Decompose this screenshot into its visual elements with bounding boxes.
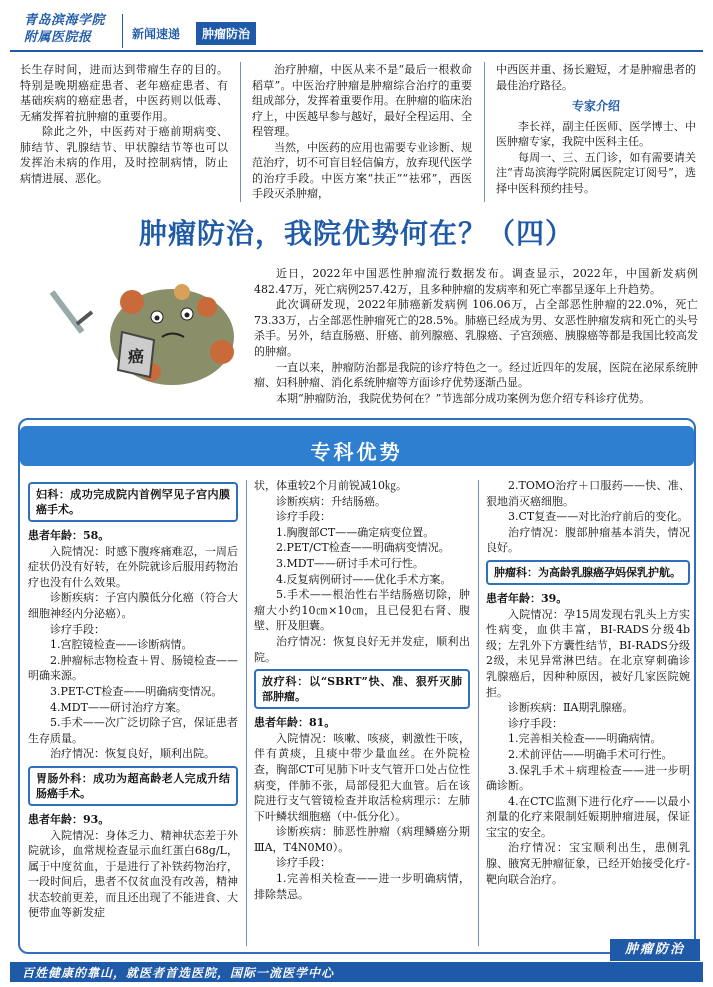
- column-divider: [240, 62, 241, 202]
- top-column-1: [20, 62, 228, 186]
- paragraph: 治疗肿瘤，中医从来不是“最后一根救命稻草”。中医治疗肿瘤是肿瘤综合治疗的重要组成部分，发挥着重要作用。在肿瘤的临床治疗上，中医越早参与越好，最好全程运用、全程管理。: [252, 63, 472, 138]
- masthead-rule: [10, 50, 703, 52]
- case-line: 状，体重较2个月前锐减10㎏。: [254, 479, 407, 492]
- virus-spot: [197, 297, 217, 317]
- case-line: 1.完善相关检查——进一步明确病情，排除禁忌。: [254, 872, 470, 901]
- panel-column-2: [254, 478, 470, 902]
- case-line: 3.CT复查——对比治疗前后的变化。: [508, 510, 689, 524]
- shield-text: 癌: [127, 347, 145, 366]
- case-line: 4.在CTC监测下进行化疗——以最小剂量的化疗来限制妊娠期肿瘤进展，保证宝宝的安全。: [486, 794, 690, 839]
- case-line: 5.手术——次广泛切除子宫，保证患者生存质量。: [28, 716, 238, 745]
- case-line: 诊疗手段：: [276, 510, 331, 524]
- panel-title: 专科优势: [310, 440, 403, 464]
- virus-pupil: [185, 313, 190, 318]
- top-column-3: [496, 62, 696, 196]
- expert-heading: 专家介绍: [571, 99, 620, 113]
- case-line: 诊断疾病：肺恶性肿瘤（病理鳞癌分期ⅢA，T4N0M0）。: [254, 825, 470, 854]
- case-line: 患者年龄：93。: [28, 812, 110, 826]
- paragraph: 近日，2022年中国恶性肿瘤流行数据发布。调查显示，2022年，中国新发病例482.47万，死亡病例257.42万，且多种肿瘤的发病率和死亡率都呈逐年上升趋势。: [254, 267, 698, 296]
- expert-bio: 每周一、三、五门诊，如有需要请关注“青岛滨海学院附属医院定订阅号”，选择中医科预约挂号。: [496, 150, 696, 195]
- case-line: 1.宫腔镜检查——诊断病情。: [50, 638, 193, 652]
- masthead-divider: [122, 14, 123, 48]
- case-line: 诊断疾病：子宫内膜低分化癌（符合大细胞神经内分泌癌）。: [28, 591, 238, 620]
- case-line: 诊断疾病：升结肠癌。: [276, 494, 386, 508]
- paragraph: 中西医并重、扬长避短，才是肿瘤患者的最佳治疗路径。: [496, 63, 696, 92]
- case-line: 患者年龄：81。: [254, 716, 336, 730]
- headline: 肿瘤防治，我院优势何在？（四）: [138, 217, 574, 250]
- panel-column-1: [28, 478, 238, 921]
- expert-bio: 李长祥，副主任医师、医学博士、中医肿瘤专家，我院中医科主任。: [496, 119, 696, 148]
- case-line: 入院情况：身体乏力、精神状态差于外院就诊，血常规检查显示血红蛋白68g/L，属于中度贫血，于是进行了补铁药物治疗，一段时间后，患者不仅贫血没有改善，精神状态较前更差，而且还出现了不能进食、大便带血等新发症: [28, 828, 238, 920]
- case-line: 2.肿瘤标志物检查＋胃、肠镜检查——明确来源。: [28, 653, 238, 683]
- paragraph: 当然，中医药的应用也需要专业诊断、规范治疗，切不可盲目轻信偏方，放弃现代医学的治疗手段。中医方案“扶正”“祛邪”，西医手段灭杀肿瘤，: [252, 140, 472, 200]
- case-line: 患者年龄：39。: [486, 591, 568, 605]
- case-title-box: 肿瘤科：为高龄乳腺癌孕妈保乳护航。: [486, 560, 690, 585]
- case-line: 入院情况：时感下腹疼痛难忍，一周后症状仍没有好转，在外院就诊后服用药物治疗也没有什么效果。: [28, 544, 238, 589]
- column-name: 新闻速递: [132, 27, 181, 41]
- case-line: 3.保乳手术＋病理检查——进一步明确诊断。: [486, 763, 690, 793]
- case-title-box: 胃肠外科：成功为超高龄老人完成升结肠癌手术。: [28, 766, 238, 806]
- case-title-box: 放疗科：以“SBRT”快、准、狠歼灭肺部肿瘤。: [254, 669, 470, 709]
- case-line: 诊疗手段：: [50, 622, 105, 636]
- sword-guard: [77, 312, 92, 324]
- footer-section-tag: 肿瘤防治: [610, 939, 700, 961]
- newspaper-name-line2: 附属医院报: [24, 30, 92, 45]
- case-line: 入院情况：孕15周发现右乳头上方实性病变，血供丰富，BI-RADS分级4b级；左乳外下方囊性结节，BI-RADS分级 2级，未见异常淋巴结。在北京穿刺确诊乳腺癌后，因种种原因，被好几家医院婉拒。: [486, 607, 690, 699]
- virus-spot: [210, 340, 234, 364]
- sword: [52, 292, 82, 332]
- newspaper-name-line1: 青岛滨海学院: [24, 13, 106, 28]
- virus-spot: [174, 284, 190, 300]
- virus-spot: [120, 290, 144, 314]
- case-title-box: 妇科：成功完成院内首例罕见子宫内膜癌手术。: [28, 482, 238, 522]
- column-divider: [478, 480, 479, 946]
- case-line: 3.MDT——研讨手术可行性。: [276, 556, 424, 570]
- case-line: 入院情况：咳嗽、咳痰，刺激性干咳，伴有黄痰，且痰中带少量血丝。在外院检查，胸部CT可见肺下叶支气管开口处占位性病变，伴肺不张，局部侵犯大血管。后在该院进行支气管镜检查并取活检病理示：左肺下叶鳞状细胞癌（中-低分化）。: [254, 731, 470, 823]
- case-line: 2.术前评估——明确手术可行性。: [508, 747, 673, 761]
- newspaper-name: [24, 12, 118, 46]
- column-divider: [484, 62, 485, 202]
- top-column-2: [252, 62, 472, 202]
- paragraph: 长生存时间，进而达到带瘤生存的目的。特别是晚期癌症患者、老年癌症患者、有基础疾病的癌症患者，中医药则以低毒、无痛发挥着抗肿瘤的重要作用。: [20, 63, 228, 123]
- case-line: 治疗情况：恢复良好，顺利出院。: [50, 747, 215, 761]
- footer-slogan: 百姓健康的靠山，就医者首选医院，国际一流医学中心: [22, 966, 335, 980]
- case-line: 5.手术——根治性右半结肠癌切除，肿瘤大小约10㎝×10㎝，且已侵犯右肾、腹壁、肝及胆囊。: [254, 588, 470, 633]
- section-tag: 肿瘤防治: [196, 22, 256, 45]
- paragraph: 除此之外，中医药对于癌前期病变、肺结节、乳腺结节、甲状腺结节等也可以发挥治未病的作用，及时控制病情，防止病情进展、恶化。: [20, 125, 228, 185]
- paragraph: 一直以来，肿瘤防治都是我院的诊疗特色之一。经过近四年的发展，医院在泌尿系统肿瘤、妇科肿瘤、消化系统肿瘤等方面诊疗优势逐渐凸显。: [254, 360, 698, 390]
- case-line: 1.完善相关检查——明确病情。: [508, 732, 662, 746]
- case-line: 诊断疾病：ⅡA期乳腺癌。: [508, 701, 634, 715]
- cartoon-illustration: [22, 262, 258, 392]
- paragraph: 此次调研发现，2022年肺癌新发病例 106.06万，占全部恶性肿瘤的22.0%，死亡73.33万，占全部恶性肿瘤死亡的28.5%。肺癌已经成为男、女恶性肿瘤发病和死亡的头号杀手。另外，结直肠癌、肝癌、前列腺癌、乳腺癌、子宫颈癌、胰腺癌等都是我国比较高发的肿瘤。: [254, 298, 698, 358]
- paragraph: 本期“肿瘤防治，我院优势何在？”节选部分成功案例为您介绍专科诊疗优势。: [276, 391, 651, 405]
- case-line: 3.PET-CT检查——明确病变情况。: [50, 684, 223, 698]
- case-line: 诊疗手段：: [276, 856, 331, 870]
- case-line: 2.TOMO治疗＋口服药——快、准、狠地消灭癌细胞。: [486, 479, 690, 508]
- case-line: 治疗情况：恢复良好无并发症，顺利出院。: [254, 634, 470, 664]
- case-line: 2.PET/CT检查——明确病变情况。: [276, 541, 450, 555]
- case-line: 患者年龄：58。: [28, 529, 110, 542]
- case-line: 治疗情况：宝宝顺利出生，患侧乳腺、腋窝无肿瘤征象，已经开始接受化疗-靶向联合治疗。: [486, 841, 690, 886]
- masthead: [10, 8, 703, 52]
- intro-text: [254, 266, 698, 406]
- case-line: 4.MDT——研讨治疗方案。: [50, 700, 187, 714]
- column-divider: [246, 480, 247, 946]
- panel-column-3: [486, 478, 690, 887]
- case-line: 治疗情况：腹部肿瘤基本消失，情况良好。: [486, 525, 690, 555]
- case-line: 1.胸腹部CT——确定病变位置。: [276, 525, 435, 539]
- case-line: 4.反复病例研讨——优化手术方案。: [276, 572, 452, 586]
- virus-pupil: [155, 316, 160, 321]
- case-line: 诊疗手段：: [508, 716, 563, 730]
